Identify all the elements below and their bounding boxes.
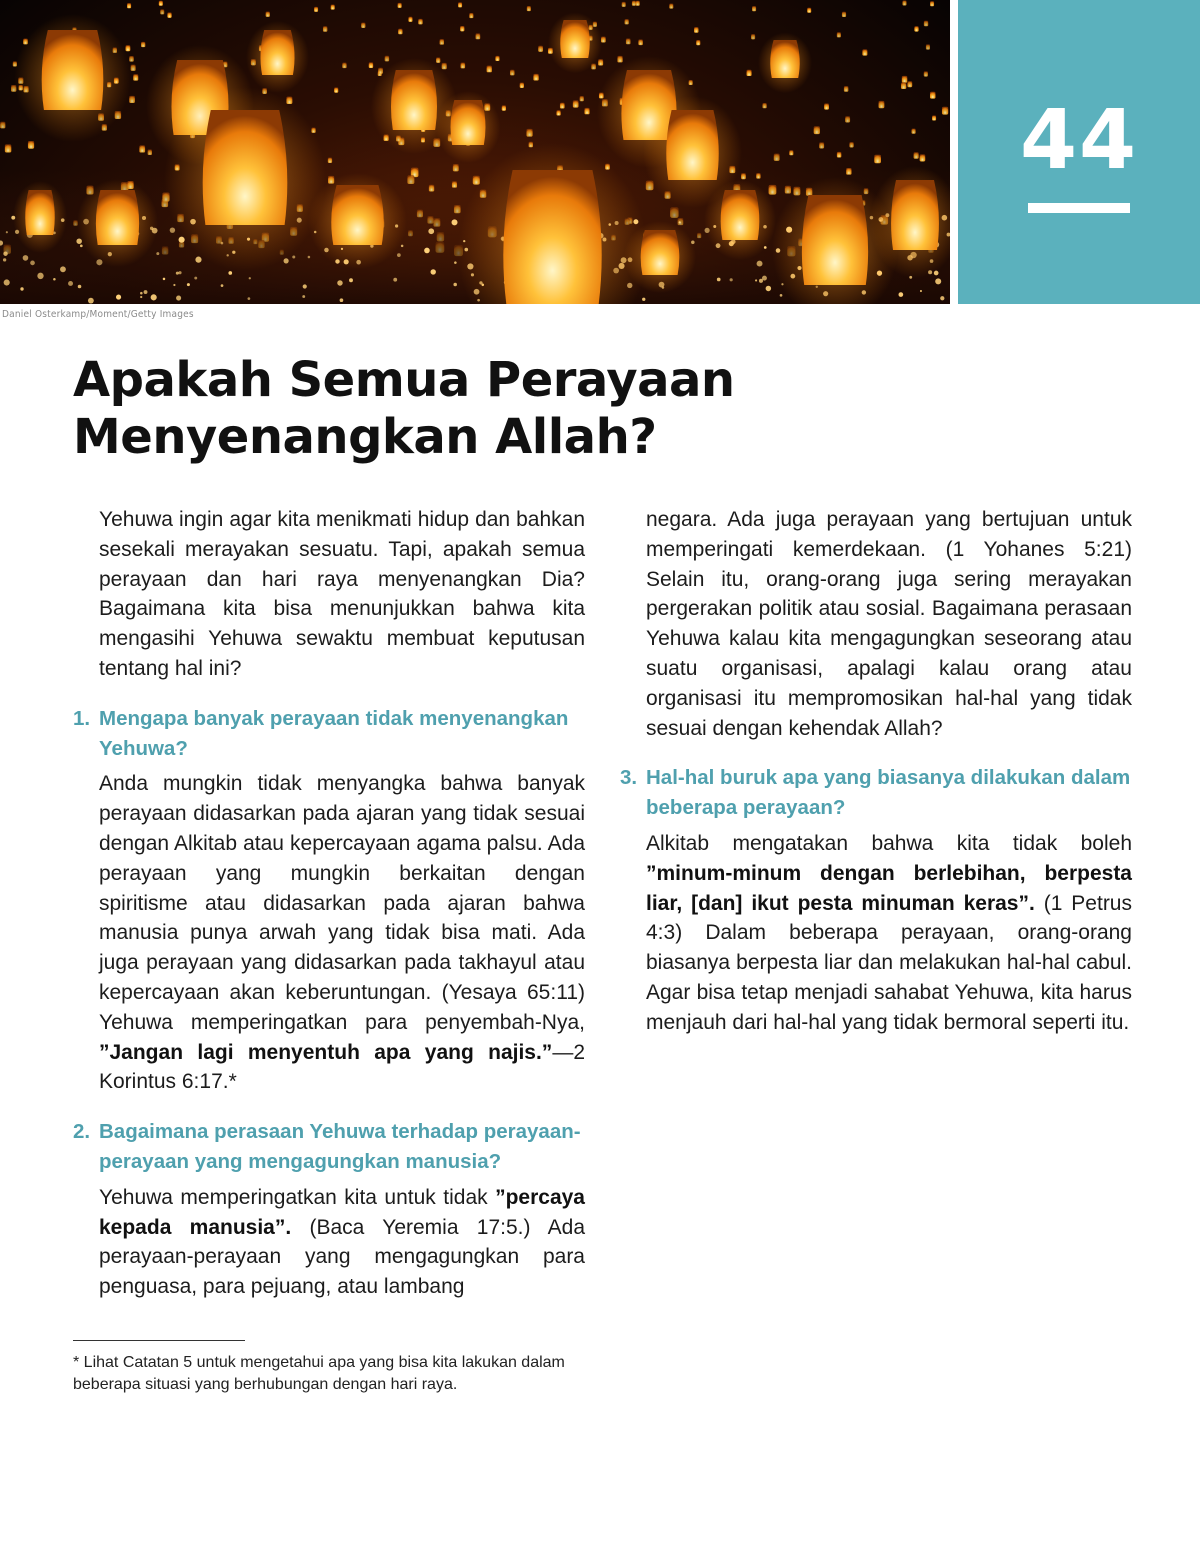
candle-light [170, 227, 175, 232]
lantern [641, 230, 680, 275]
lantern [902, 0, 906, 5]
lantern [862, 49, 867, 55]
lantern [131, 65, 136, 71]
footnote: * Lihat Catatan 5 untuk mengetahui apa yang bisa kita lakukan dalam beberapa situasi yang berhubungan dengan hari raya. [73, 1354, 565, 1393]
candle-light [23, 255, 29, 261]
candle-light [80, 244, 83, 247]
answer-3 [646, 829, 1132, 1038]
lantern [845, 116, 850, 122]
lantern [751, 34, 755, 39]
lantern [849, 142, 853, 147]
candle-light [195, 257, 201, 263]
lantern [461, 63, 466, 69]
lantern [636, 1, 640, 6]
candle-light [249, 277, 251, 279]
question-3 [620, 763, 1132, 823]
lantern [824, 104, 829, 110]
candle-light [337, 280, 342, 285]
lantern [25, 190, 54, 235]
candle-light [755, 279, 757, 281]
lantern [914, 26, 918, 31]
lantern [361, 23, 365, 28]
lantern [141, 42, 145, 47]
lantern [807, 8, 811, 13]
answer-2 [99, 1183, 585, 1302]
candle-light [187, 283, 190, 286]
lantern [573, 100, 579, 107]
candle-light [53, 278, 56, 281]
lantern [460, 26, 464, 31]
answer-1 [99, 769, 585, 1097]
lantern [527, 6, 531, 11]
candle-light [899, 292, 904, 297]
question-3-text: Hal-hal buruk apa yang biasanya dilakukan dalam beberapa perayaan? [646, 766, 1131, 820]
lantern [907, 81, 912, 87]
lantern [328, 158, 332, 163]
lantern [560, 103, 565, 109]
lantern [28, 141, 34, 149]
question-1-number: 1. [73, 706, 91, 730]
lantern [96, 190, 139, 245]
candle-light [78, 285, 82, 289]
lantern [901, 82, 906, 89]
lantern [930, 1, 934, 6]
lantern [598, 59, 603, 65]
footnote-divider [73, 1340, 245, 1341]
lantern [626, 39, 631, 45]
candle-light [935, 278, 941, 284]
page-title-line1: Apakah Semua Perayaan [73, 352, 735, 408]
candle-light [292, 256, 295, 259]
candle-light [717, 278, 721, 282]
candle-light [88, 298, 94, 304]
lantern [560, 20, 589, 58]
page-title-line2: Menyenangkan Allah? [73, 409, 657, 465]
question-1-text: Mengapa banyak perayaan tidak menyenangkan Yehuwa? [99, 706, 569, 760]
candle-light [68, 281, 73, 286]
candle-light [178, 271, 181, 274]
candle-light [920, 290, 922, 292]
lantern [666, 110, 718, 180]
lantern [126, 45, 131, 51]
lantern [842, 12, 846, 17]
candle-light [759, 279, 763, 283]
lantern [369, 62, 373, 68]
answer-3-text: Alkitab mengatakan bahwa kita tidak boleh [646, 831, 1132, 855]
lesson-number-underline [1028, 203, 1130, 213]
lantern [696, 40, 700, 45]
lantern [203, 110, 288, 225]
lantern [556, 110, 560, 115]
candle-light [3, 258, 6, 261]
lantern [167, 13, 171, 18]
candle-light [176, 272, 179, 275]
lantern [920, 154, 926, 161]
candle-light [401, 245, 404, 248]
lantern [391, 70, 437, 130]
lantern [770, 40, 799, 78]
right-column [620, 505, 1132, 1038]
lantern [617, 56, 622, 63]
lantern [331, 5, 335, 10]
lantern [837, 32, 841, 37]
lantern [774, 154, 780, 161]
page-title [73, 352, 873, 466]
candle-light [228, 271, 232, 275]
lantern [762, 103, 766, 108]
lantern [584, 108, 589, 114]
lesson-number: 44 [1019, 93, 1139, 188]
candle-light [151, 294, 157, 300]
candle-light [428, 228, 434, 234]
question-1 [73, 704, 585, 764]
lantern [669, 4, 673, 9]
candle-light [302, 295, 305, 298]
candle-light [757, 261, 763, 267]
answer-3-text-cont: (1 Petrus 4:3) Dalam beberapa perayaan, orang-orang biasanya berpesta liar dan melakukan hal-hal cabul. Agar bisa tetap menjadi sahabat Yehuwa, kita harus menjauh dari hal-hal yang tidak bermoral seperti itu. [646, 891, 1132, 1034]
candle-light [176, 296, 181, 301]
lantern [385, 56, 389, 62]
lantern [942, 107, 948, 115]
lantern [580, 96, 584, 101]
candle-light [349, 278, 353, 282]
lantern [418, 19, 422, 25]
question-2-number: 2. [73, 1120, 91, 1144]
candle-light [940, 296, 944, 300]
lantern [469, 13, 473, 18]
lantern [721, 190, 760, 240]
candle-light [144, 290, 148, 294]
candle-light [679, 221, 681, 223]
candle-light [431, 269, 436, 274]
lantern [378, 68, 383, 74]
lantern [408, 17, 412, 22]
lantern [520, 83, 524, 88]
lantern [436, 57, 440, 62]
lantern [159, 1, 163, 6]
lantern [42, 30, 104, 110]
candle-light [454, 261, 457, 264]
lantern [502, 105, 506, 110]
lantern [334, 88, 338, 93]
lesson-number-box [958, 0, 1200, 304]
candle-light [30, 261, 35, 266]
lantern [625, 19, 629, 24]
lantern [342, 63, 346, 68]
candle-light [37, 273, 43, 279]
candle-light [6, 231, 8, 233]
photo-credit: Daniel Osterkamp/Moment/Getty Images [2, 309, 194, 320]
lantern [148, 150, 152, 155]
lantern [323, 26, 327, 32]
question-2-text: Bagaimana perasaan Yehuwa terhadap perayaan-perayaan yang mengagungkan manusia? [99, 1120, 581, 1173]
answer-2-text-cont: (Baca Yeremia 17:5.) Ada perayaan-perayaan yang mengagungkan para penguasa, para pejuang, atau lambang [99, 1215, 585, 1299]
candle-light [221, 284, 224, 287]
lantern [495, 56, 499, 61]
lantern [442, 63, 447, 69]
lantern [874, 155, 881, 163]
lantern [133, 74, 138, 80]
lantern [924, 21, 928, 26]
candle-light [248, 297, 251, 300]
left-column [73, 505, 585, 1302]
candle-light [20, 287, 23, 290]
lantern [819, 142, 824, 148]
candle-light [173, 284, 175, 286]
candle-light [766, 286, 772, 292]
lantern [930, 92, 935, 99]
answer-1-quote: ”Jangan lagi menyentuh apa yang najis.” [99, 1040, 553, 1064]
lantern [440, 39, 444, 45]
lantern [902, 76, 908, 83]
lantern [398, 3, 402, 8]
candle-light [780, 294, 783, 297]
question-3-number: 3. [620, 766, 638, 790]
candle-light [194, 277, 197, 280]
lantern [926, 44, 930, 49]
lantern [844, 86, 848, 92]
lantern [622, 2, 626, 7]
candle-light [303, 284, 307, 288]
candle-light [60, 266, 66, 272]
candle-light [393, 278, 397, 282]
candle-light [4, 279, 10, 285]
candle-light [452, 219, 458, 225]
lantern [129, 96, 135, 103]
lantern [932, 115, 936, 120]
lantern [487, 66, 492, 73]
lantern [160, 9, 164, 14]
lantern [533, 74, 538, 81]
lantern [314, 7, 318, 12]
lantern [266, 12, 270, 17]
lantern [476, 33, 481, 39]
answer-2-text: Yehuwa memperingatkan kita untuk tidak [99, 1185, 496, 1209]
lantern [5, 144, 11, 152]
candle-light [3, 252, 7, 256]
candle-light [453, 283, 457, 287]
lantern [503, 170, 601, 304]
lantern [837, 152, 841, 158]
lantern [802, 195, 868, 285]
lantern [694, 27, 698, 33]
lantern [924, 71, 928, 76]
lantern [632, 1, 636, 6]
lantern [260, 30, 294, 75]
hero-photo-sky-lanterns [0, 0, 950, 304]
candle-light [424, 248, 430, 254]
intro-paragraph: Yehuwa ingin agar kita menikmati hidup dan bahkan sesekali merayakan sesuatu. Tapi, apakah semua perayaan dan hari raya menyenangkan Dia? Bagaimana kita bisa menunjukkan bahwa kita mengasihi Yehuwa sewaktu membuat keputusan tentang hal ini? [99, 508, 585, 680]
lantern [752, 6, 756, 11]
lantern [451, 100, 486, 145]
candle-light [730, 278, 733, 281]
candle-light [308, 256, 311, 259]
question-2 [73, 1117, 585, 1177]
answer-2-quote: ”percaya kepada manusia”. [99, 1185, 585, 1239]
lantern [526, 129, 532, 137]
lantern [891, 180, 939, 250]
lantern [814, 126, 820, 134]
answer-1-reference: —2 Korintus 6:17.* [99, 1040, 585, 1094]
lantern [912, 129, 916, 134]
candle-light [156, 252, 159, 255]
candle-light [140, 292, 143, 295]
sky-lanterns-illustration [0, 0, 950, 304]
candle-light [397, 253, 401, 257]
candle-light [163, 278, 166, 281]
answer-3-quote: ”minum-minum dengan berlebihan, berpesta liar, [dan] ikut pesta minuman keras”. [646, 861, 1132, 915]
lantern [331, 185, 383, 245]
lantern [638, 39, 642, 45]
lantern [538, 46, 543, 52]
candle-light [116, 295, 121, 300]
lantern [747, 70, 752, 76]
lantern [139, 145, 145, 152]
candle-light [642, 298, 645, 301]
lantern [129, 56, 134, 62]
lantern [879, 101, 885, 108]
answer-2-continued: negara. Ada juga perayaan yang bertujuan untuk memperingati kemerdekaan. (1 Yohanes 5:21) Selain itu, orang-orang juga sering merayakan pergerakan politik atau sosial. Bagaimana perasaan Yehuwa kalau kita mengagungkan seseorang atau suatu organisasi, apalagi kalau orang atau organisasi itu mempromosikan hal-hal yang tidak sesuai dengan kehendak Allah? [646, 508, 1132, 740]
lantern [789, 150, 793, 155]
candle-light [340, 298, 344, 302]
lantern [398, 29, 402, 34]
lantern [127, 3, 131, 8]
lantern [510, 70, 515, 76]
lantern [0, 122, 5, 129]
candle-light [140, 296, 142, 298]
lantern [914, 152, 919, 158]
answer-1-text: Anda mungkin tidak menyangka bahwa banyak perayaan didasarkan pada ajaran yang tidak sesuai dengan Alkitab atau kepercayaan agama palsu. Ada perayaan yang mungkin berkaitan dengan spiritisme atau didasarkan pada ajaran bahwa manusia punya arwah yang tidak bisa mati. Ada juga perayaan yang didasarkan pada takhayul atau kepercayaan akan keberuntungan. (Yesaya 65:11) Yehuwa memperingatkan para penyembah-Nya, [99, 772, 585, 1034]
lantern [458, 2, 462, 7]
